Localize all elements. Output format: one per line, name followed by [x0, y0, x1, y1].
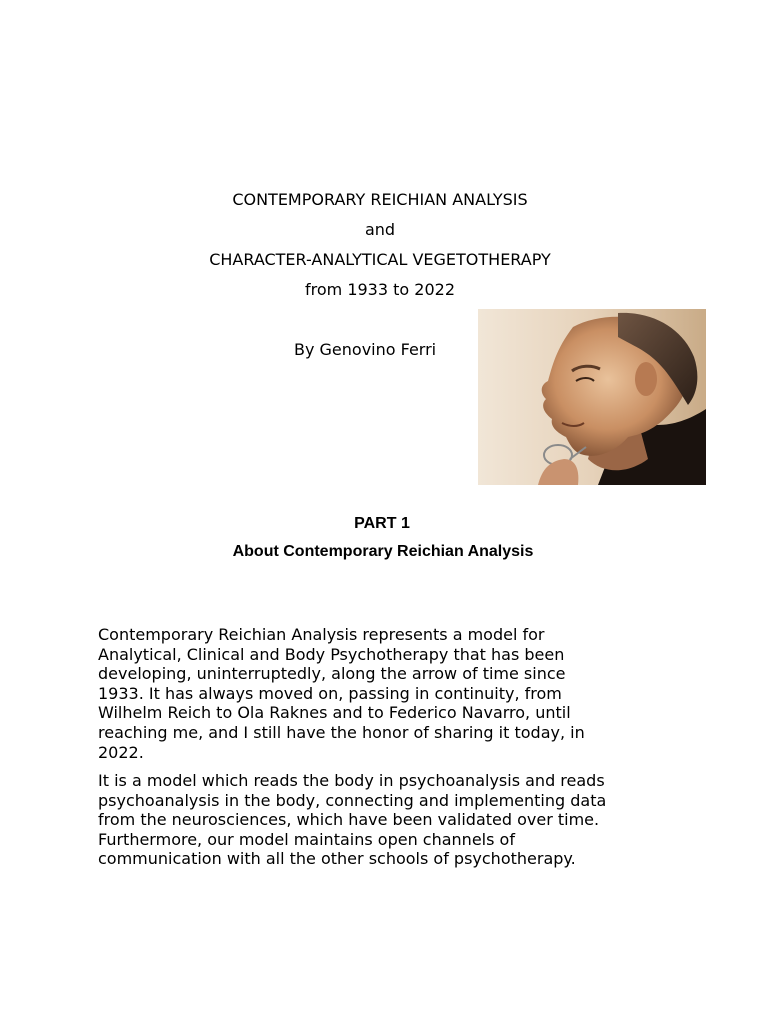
part-subtitle: About Contemporary Reichian Analysis: [232, 543, 534, 560]
paragraph-line: It is a model which reads the body in psychoanalysis and reads: [98, 771, 605, 790]
title-line-2: and: [364, 220, 396, 239]
paragraph-line: from the neurosciences, which have been validated over time.: [98, 810, 600, 830]
author-portrait-photo: [478, 309, 706, 485]
body-paragraph-2: [98, 771, 658, 869]
paragraph-line: Furthermore, our model maintains open channels of: [98, 829, 515, 849]
paragraph-line: Contemporary Reichian Analysis represents a model for: [98, 625, 545, 644]
paragraph-line: reaching me, and I still have the honor of sharing it today, in: [98, 722, 585, 742]
title-line-1: CONTEMPORARY REICHIAN ANALYSIS: [232, 190, 528, 209]
paragraph-line: developing, uninterruptedly, along the arrow of time since: [98, 664, 566, 684]
title-line-4: from 1933 to 2022: [305, 280, 455, 299]
paragraph-line: communication with all the other schools of psychotherapy.: [98, 849, 576, 869]
paragraph-line: Analytical, Clinical and Body Psychotherapy that has been: [98, 644, 565, 664]
body-paragraph-1: [98, 625, 658, 762]
author-byline: By Genovino Ferri: [294, 340, 437, 359]
paragraph-line: 1933. It has always moved on, passing in continuity, from: [98, 683, 562, 703]
paragraph-line: 2022.: [98, 742, 144, 762]
paragraph-line: Wilhelm Reich to Ola Raknes and to Federico Navarro, until: [98, 703, 571, 723]
title-line-3: CHARACTER-ANALYTICAL VEGETOTHERAPY: [209, 250, 551, 269]
paragraph-line: psychoanalysis in the body, connecting and implementing data: [98, 790, 607, 810]
part-label: PART 1: [354, 515, 410, 532]
